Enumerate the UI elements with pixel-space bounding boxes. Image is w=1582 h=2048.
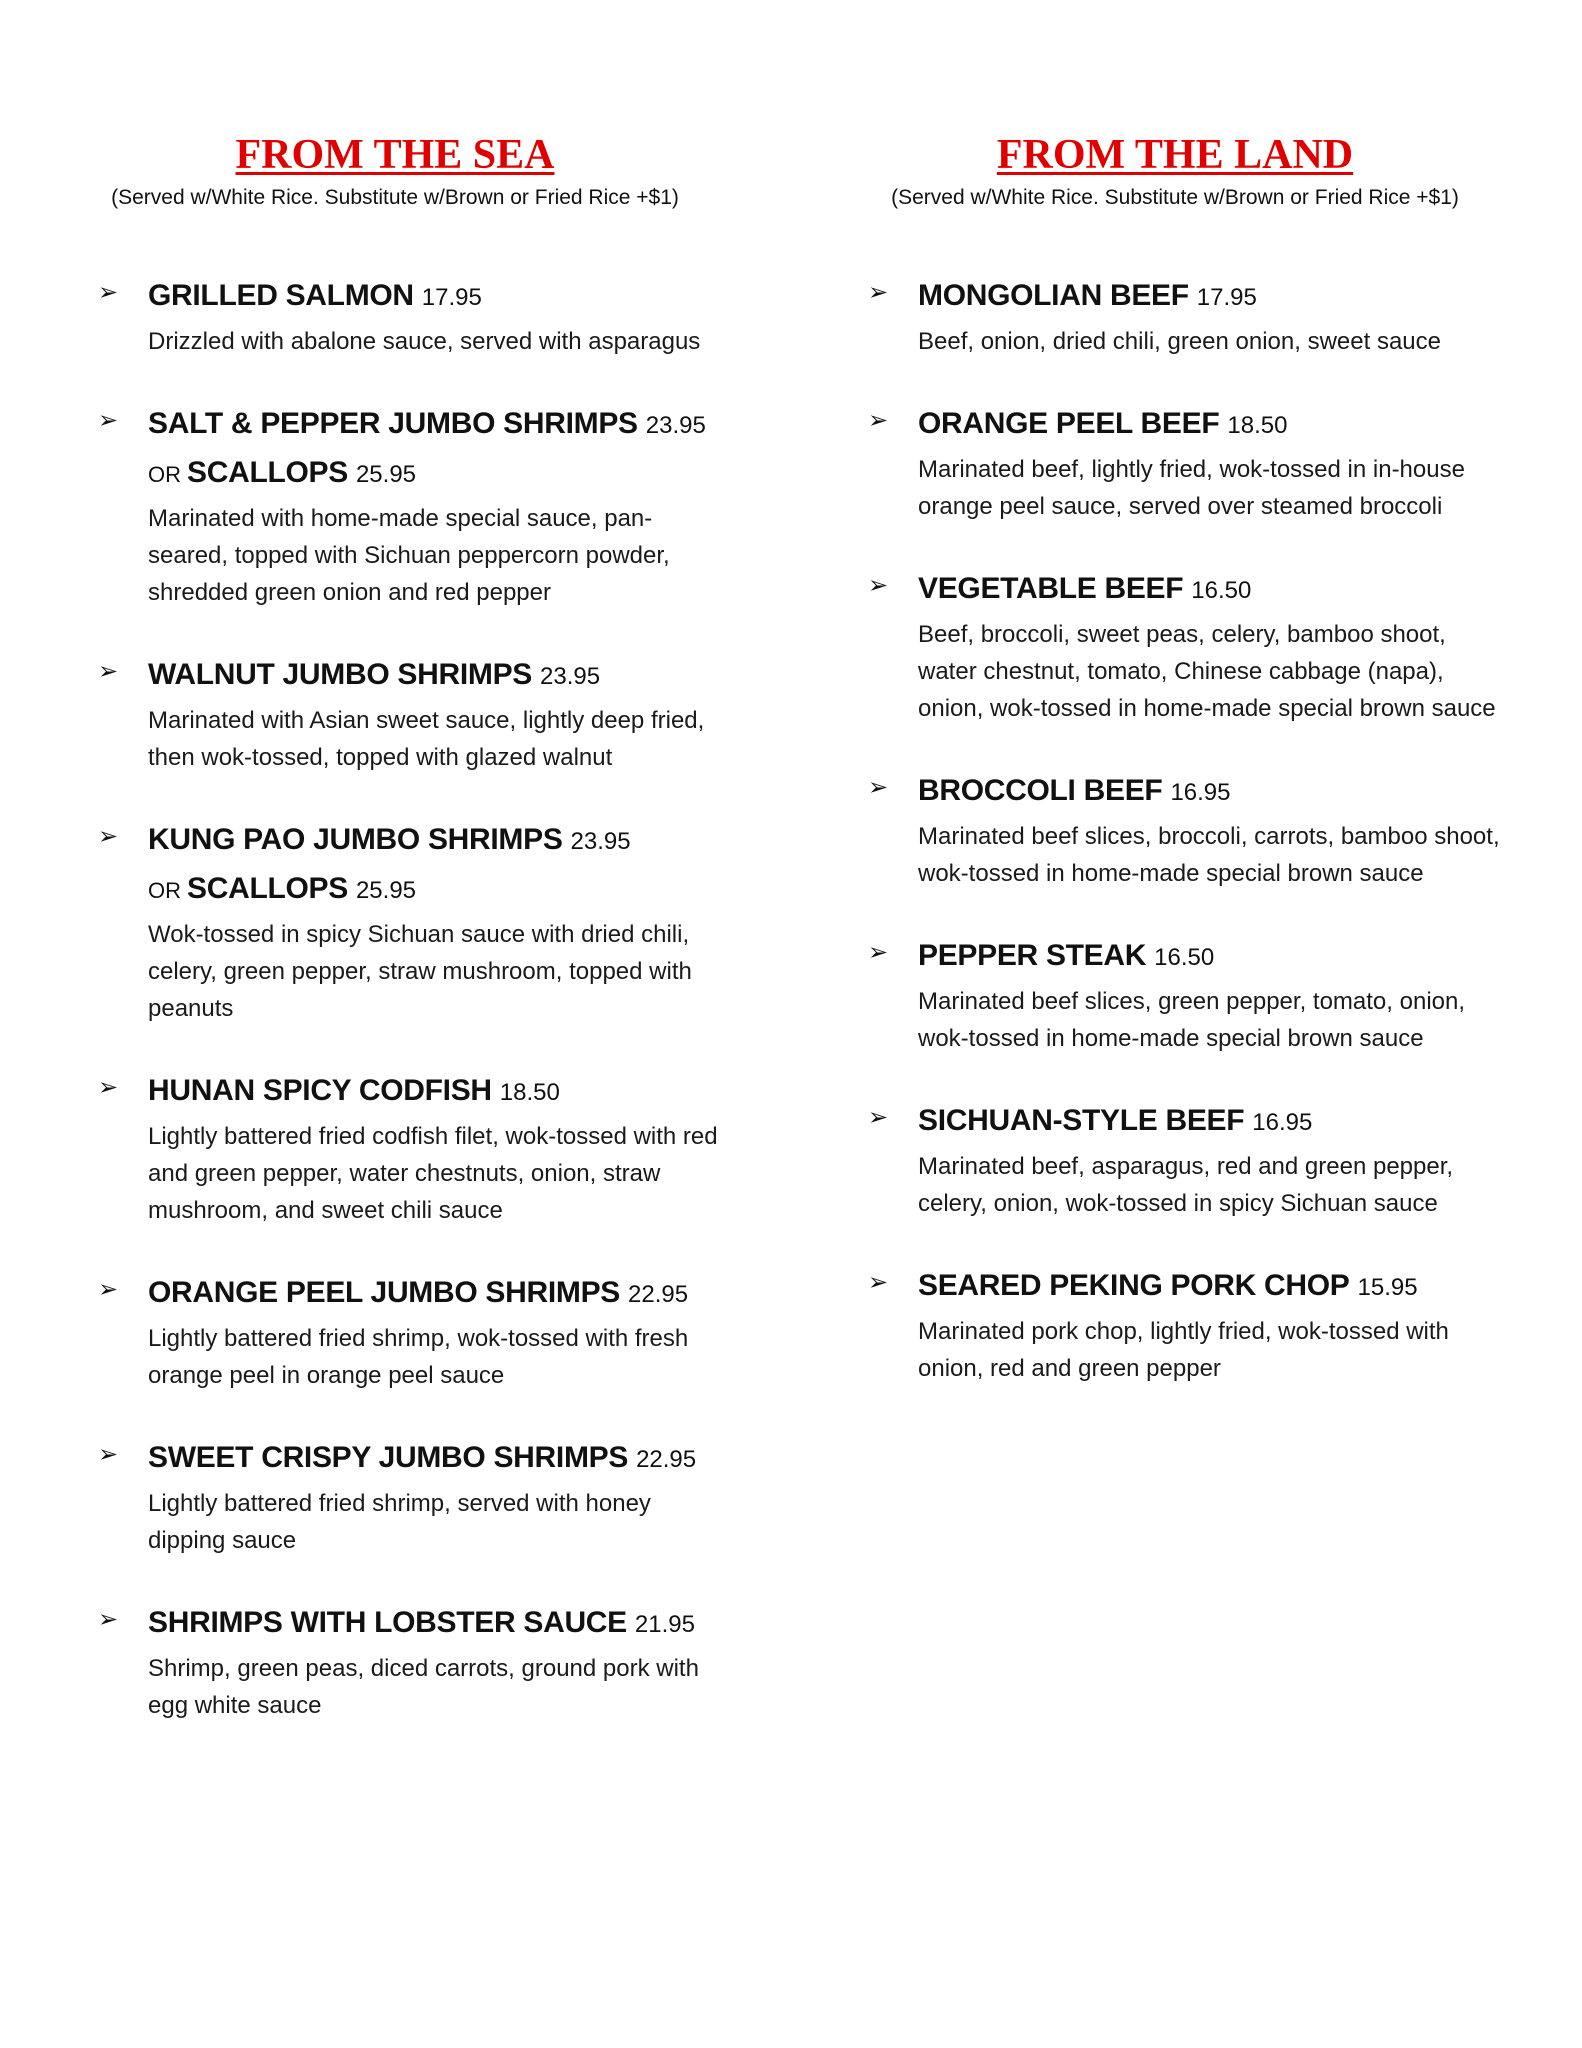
menu-item: [70, 1436, 720, 1559]
menu-item-heading: [148, 653, 720, 702]
dish-description: Shrimp, green peas, diced carrots, ground pork with egg white sauce: [148, 1655, 699, 1719]
dish-price: 22.95: [628, 1281, 689, 1308]
arrow-bullet-icon: ➢: [868, 774, 889, 801]
dish-description: Lightly battered fried shrimp, served with honey dipping sauce: [148, 1490, 651, 1554]
menu-item-heading: [918, 769, 1510, 818]
arrow-bullet-icon: ➢: [868, 279, 889, 306]
arrow-bullet-icon: ➢: [98, 1074, 119, 1101]
menu-item-heading: [918, 1099, 1510, 1148]
dish-name: GRILLED SALMON: [148, 279, 414, 312]
menu-item: [840, 934, 1510, 1057]
arrow-bullet-icon: ➢: [98, 279, 119, 306]
dish-description: Marinated beef slices, green pepper, tomato, onion, wok-tossed in home-made special brown sauce: [918, 988, 1466, 1052]
sea-menu-list: [70, 274, 720, 1724]
dish-alt-name: SCALLOPS: [187, 456, 348, 489]
arrow-bullet-icon: ➢: [868, 407, 889, 434]
land-column: [840, 130, 1510, 1429]
dish-name: KUNG PAO JUMBO SHRIMPS: [148, 823, 563, 856]
sea-section-title: FROM THE SEA: [235, 132, 555, 178]
menu-item: [70, 653, 720, 776]
dish-name: SALT & PEPPER JUMBO SHRIMPS: [148, 407, 638, 440]
dish-description: Marinated pork chop, lightly fried, wok-tossed with onion, red and green pepper: [918, 1318, 1449, 1382]
menu-item: [840, 1099, 1510, 1222]
arrow-bullet-icon: ➢: [868, 939, 889, 966]
menu-item-heading: [918, 274, 1510, 323]
dish-name: SICHUAN-STYLE BEEF: [918, 1104, 1245, 1137]
dish-price: 21.95: [634, 1611, 695, 1638]
menu-item: [840, 567, 1510, 727]
dish-description: Lightly battered fried shrimp, wok-tossed with fresh orange peel in orange peel sauce: [148, 1325, 689, 1389]
dish-price: 16.50: [1154, 944, 1215, 971]
land-section-note: (Served w/White Rice. Substitute w/Brown or Fried Rice +$1): [891, 186, 1459, 209]
dish-price: 16.95: [1170, 779, 1231, 806]
dish-price: 17.95: [421, 284, 482, 311]
land-section-title: FROM THE LAND: [996, 132, 1354, 178]
dish-name: BROCCOLI BEEF: [918, 774, 1163, 807]
arrow-bullet-icon: ➢: [98, 658, 119, 685]
dish-price: 23.95: [540, 663, 601, 690]
dish-name: MONGOLIAN BEEF: [918, 279, 1189, 312]
dish-alt-price: 25.95: [355, 877, 417, 904]
dish-price: 23.95: [570, 828, 631, 855]
dish-price: 18.50: [499, 1079, 560, 1106]
dish-description: Drizzled with abalone sauce, served with asparagus: [148, 328, 701, 355]
sea-column: [70, 130, 720, 1766]
arrow-bullet-icon: ➢: [868, 1104, 889, 1131]
menu-item-alt-heading: [148, 451, 720, 500]
arrow-bullet-icon: ➢: [98, 1441, 119, 1468]
dish-price: 15.95: [1357, 1274, 1418, 1301]
menu-item: [70, 1601, 720, 1724]
menu-item: [70, 402, 720, 611]
menu-item: [70, 1069, 720, 1229]
dish-description: Marinated with Asian sweet sauce, lightly deep fried, then wok-tossed, topped with glazed walnut: [148, 707, 705, 771]
menu-item: [70, 818, 720, 1027]
menu-item-heading: [148, 818, 720, 867]
menu-item: [840, 402, 1510, 525]
menu-item-heading: [148, 1436, 720, 1485]
arrow-bullet-icon: ➢: [868, 1269, 889, 1296]
menu-item: [840, 769, 1510, 892]
dish-name: SWEET CRISPY JUMBO SHRIMPS: [148, 1441, 629, 1474]
menu-item-heading: [148, 1069, 720, 1118]
dish-description: Wok-tossed in spicy Sichuan sauce with dried chili, celery, green pepper, straw mushroom, topped with peanuts: [148, 921, 692, 1022]
sea-section-note: (Served w/White Rice. Substitute w/Brown or Fried Rice +$1): [111, 186, 679, 209]
dish-name: SHRIMPS WITH LOBSTER SAUCE: [148, 1606, 627, 1639]
dish-name: VEGETABLE BEEF: [918, 572, 1184, 605]
menu-item-heading: [918, 402, 1510, 451]
dish-description: Marinated beef, lightly fried, wok-tossed in in-house orange peel sauce, served over steamed broccoli: [918, 456, 1465, 520]
dish-description: Lightly battered fried codfish filet, wok-tossed with red and green pepper, water chestnuts, onion, straw mushroom, and sweet chili sauce: [148, 1123, 718, 1224]
dish-name: ORANGE PEEL BEEF: [918, 407, 1220, 440]
dish-price: 22.95: [636, 1446, 697, 1473]
menu-item-heading: [148, 1271, 720, 1320]
menu-item: [70, 1271, 720, 1394]
dish-description: Marinated with home-made special sauce, pan-seared, topped with Sichuan peppercorn powder, shredded green onion and red pepper: [148, 505, 670, 606]
dish-price: 16.50: [1191, 577, 1252, 604]
menu-item-heading: [148, 274, 720, 323]
or-label: OR: [148, 462, 181, 487]
or-label: OR: [148, 878, 181, 903]
arrow-bullet-icon: ➢: [98, 1606, 119, 1633]
dish-price: 17.95: [1196, 284, 1257, 311]
menu-item: [840, 274, 1510, 360]
arrow-bullet-icon: ➢: [98, 823, 119, 850]
dish-description: Beef, onion, dried chili, green onion, sweet sauce: [918, 328, 1441, 355]
dish-name: PEPPER STEAK: [918, 939, 1147, 972]
dish-name: HUNAN SPICY CODFISH: [148, 1074, 492, 1107]
menu-item-heading: [918, 1264, 1510, 1313]
arrow-bullet-icon: ➢: [98, 1276, 119, 1303]
land-menu-list: [840, 274, 1510, 1387]
arrow-bullet-icon: ➢: [868, 572, 889, 599]
dish-price: 18.50: [1227, 412, 1288, 439]
dish-name: WALNUT JUMBO SHRIMPS: [148, 658, 533, 691]
menu-item-heading: [918, 567, 1510, 616]
dish-description: Marinated beef slices, broccoli, carrots, bamboo shoot, wok-tossed in home-made special brown sauce: [918, 823, 1500, 887]
menu-item-heading: [148, 402, 720, 451]
menu-item-alt-heading: [148, 867, 720, 916]
dish-alt-name: SCALLOPS: [187, 872, 348, 905]
dish-name: ORANGE PEEL JUMBO SHRIMPS: [148, 1276, 621, 1309]
menu-item: [840, 1264, 1510, 1387]
menu-item-heading: [148, 1601, 720, 1650]
dish-price: 16.95: [1252, 1109, 1313, 1136]
dish-description: Marinated beef, asparagus, red and green pepper, celery, onion, wok-tossed in spicy Sichuan sauce: [918, 1153, 1454, 1217]
menu-item: [70, 274, 720, 360]
arrow-bullet-icon: ➢: [98, 407, 119, 434]
dish-alt-price: 25.95: [355, 461, 417, 488]
dish-price: 23.95: [645, 412, 706, 439]
menu-item-heading: [918, 934, 1510, 983]
dish-name: SEARED PEKING PORK CHOP: [918, 1269, 1350, 1302]
dish-description: Beef, broccoli, sweet peas, celery, bamboo shoot, water chestnut, tomato, Chinese cabbage (napa), onion, wok-tossed in home-made special brown sauce: [918, 621, 1496, 722]
